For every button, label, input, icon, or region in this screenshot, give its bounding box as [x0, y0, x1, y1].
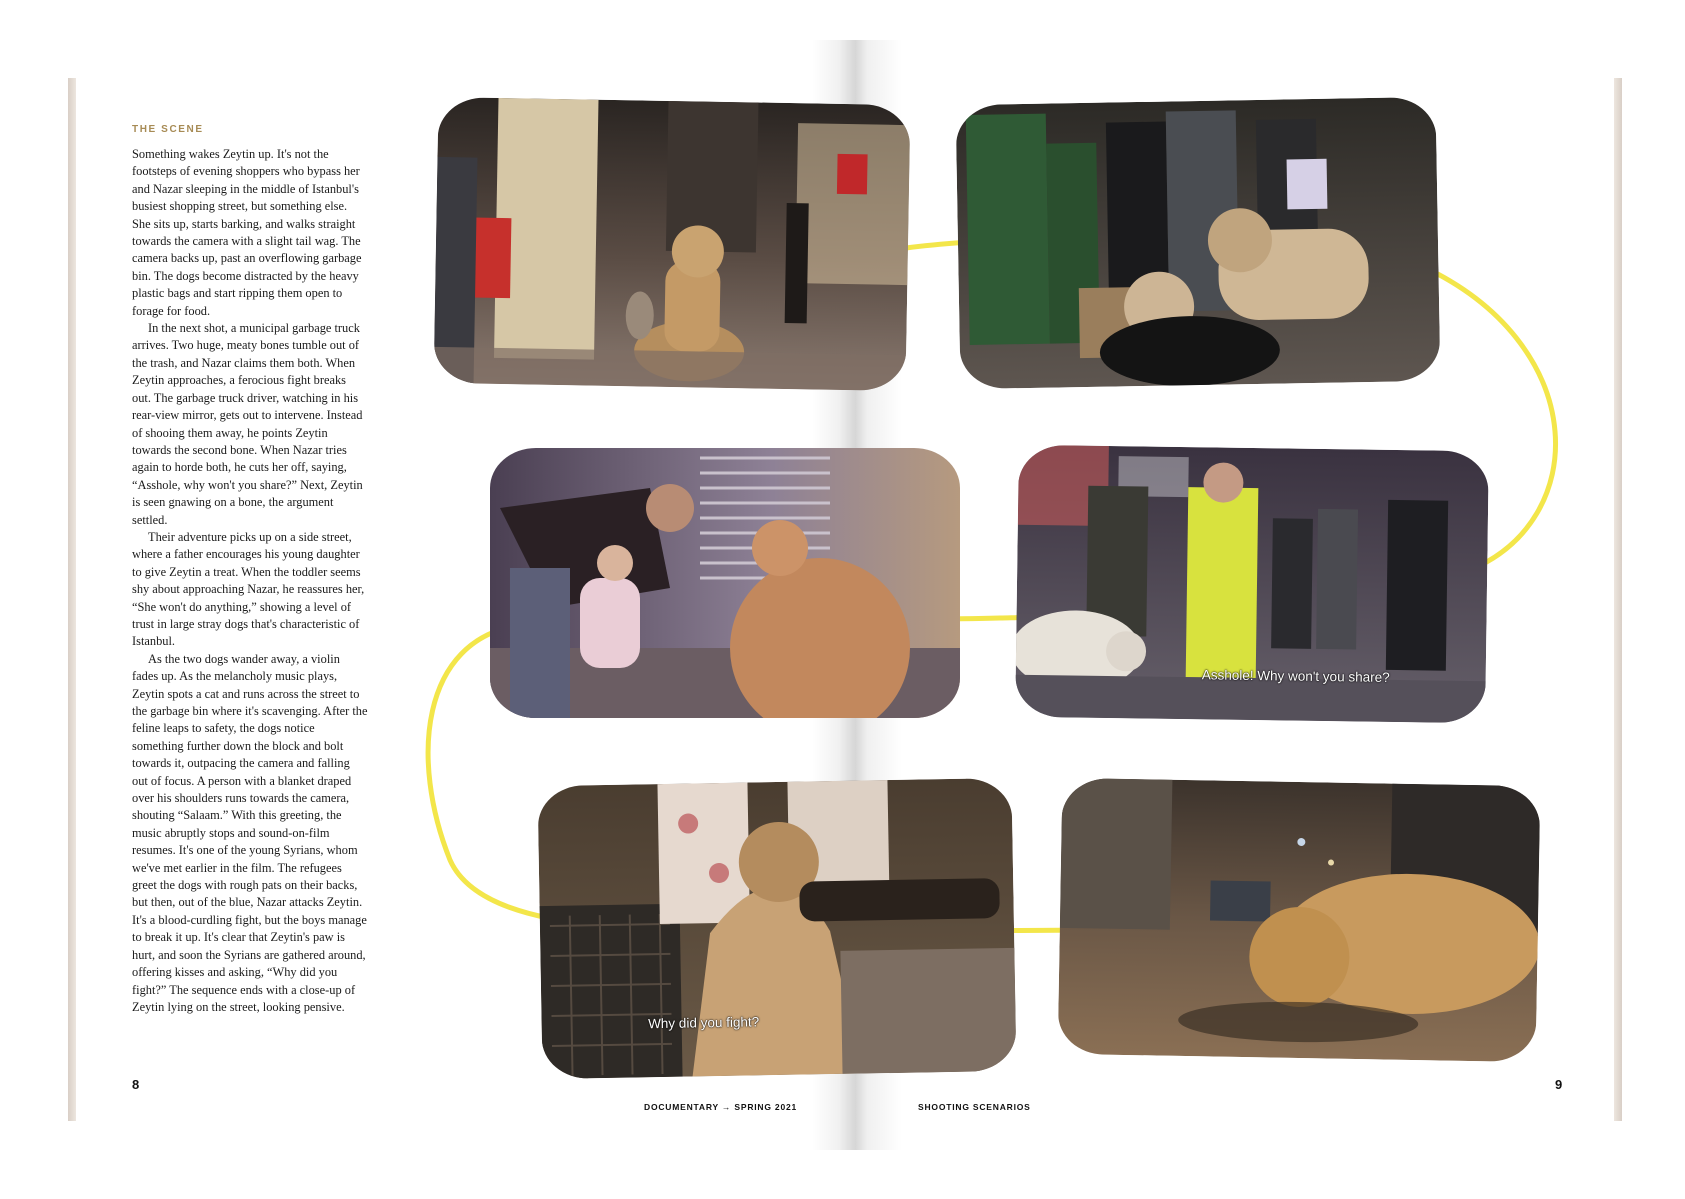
right-page-number: 9: [1555, 1077, 1563, 1092]
frame-refugees-petting-dog: [537, 778, 1016, 1079]
refugees-dog-image: [537, 778, 1016, 1079]
dog-lying-image: [1058, 778, 1541, 1062]
garbage-bin-scene-image: [956, 97, 1441, 389]
frame-dog-lying-on-street: [1058, 778, 1541, 1062]
left-folio: DOCUMENTARY → SPRING 2021: [644, 1102, 798, 1112]
paragraph-4: As the two dogs wander away, a violin fades up. As the melancholy music plays, Zeytin spots a cat and runs across the street to the garbage bin where it's scavenging. After the feline leaps to safety, the dogs notice something further down the block and bolt towards it, outpacing the camera and falling out of focus. A person with a blanket draped over his shoulders runs towards the camera, shouting “Salaam.” With this greeting, the music abruptly stops and sound-on-film resumes. It's one of the young Syrians, whom we've met earlier in the film. The refugees greet the dogs with rough pats on their backs, but then, out of the blue, Nazar attacks Zeytin. It's a blood-curdling fight, but the boys manage to break it up. It's clear that Zeytin's paw is hurt, and soon the Syrians are gathered around, offering kisses and asking, “Why did you fight?” The sequence ends with a close-up of Zeytin lying on the street, looking pensive.: [132, 651, 368, 1014]
father-daughter-image: [490, 448, 960, 718]
section-label: THE SCENE: [132, 124, 204, 135]
article-body: [132, 146, 368, 1016]
frame-truck-driver-intervening: [1015, 445, 1489, 724]
paragraph-2: In the next shot, a municipal garbage truck arrives. Two huge, meaty bones tumble out of the trash, and Nazar claims them both. When Zeytin approaches, a ferocious fight breaks out. The garbage truck driver, watching in his rear-view mirror, gets out to intervene. Instead of shooing them away, he points Zeytin towards the second bone. When Nazar tries again to horde both, he cuts her off, saying, “Asshole, why won't you share?” Next, Zeytin is seen gnawing on a bone, the argument settled.: [132, 321, 363, 527]
right-folio: SHOOTING SCENARIOS: [918, 1102, 1031, 1112]
street-scene-image: [434, 97, 911, 391]
left-page-number: 8: [132, 1077, 140, 1092]
paragraph-3: Their adventure picks up on a side street, where a father encourages his young daughter to give Zeytin a treat. When the toddler seems shy about approaching Nazar, he reassures her, “She won't do anything,” showing a level of trust in large stray dogs that's characteristic of Istanbul.: [132, 529, 365, 649]
frame-dogs-at-garbage-bins: [956, 97, 1441, 389]
frame-dog-walking-toward-camera: [434, 97, 911, 391]
subtitle-text: Why did you fight?: [647, 1014, 760, 1032]
frame-father-and-daughter-with-dog: [490, 448, 960, 718]
subtitle-text: Asshole! Why won't you share?: [1201, 667, 1390, 685]
paragraph-1: Something wakes Zeytin up. It's not the footsteps of evening shoppers who bypass her and Nazar sleeping in the middle of Istanbul's busiest shopping street, but something else. She sits up, starts barking, and walks straight towards the camera with a slight tail wag. The camera backs up, past an overflowing garbage bin. The dogs become distracted by the heavy plastic bags and start ripping them open to forage for food.: [132, 147, 362, 318]
